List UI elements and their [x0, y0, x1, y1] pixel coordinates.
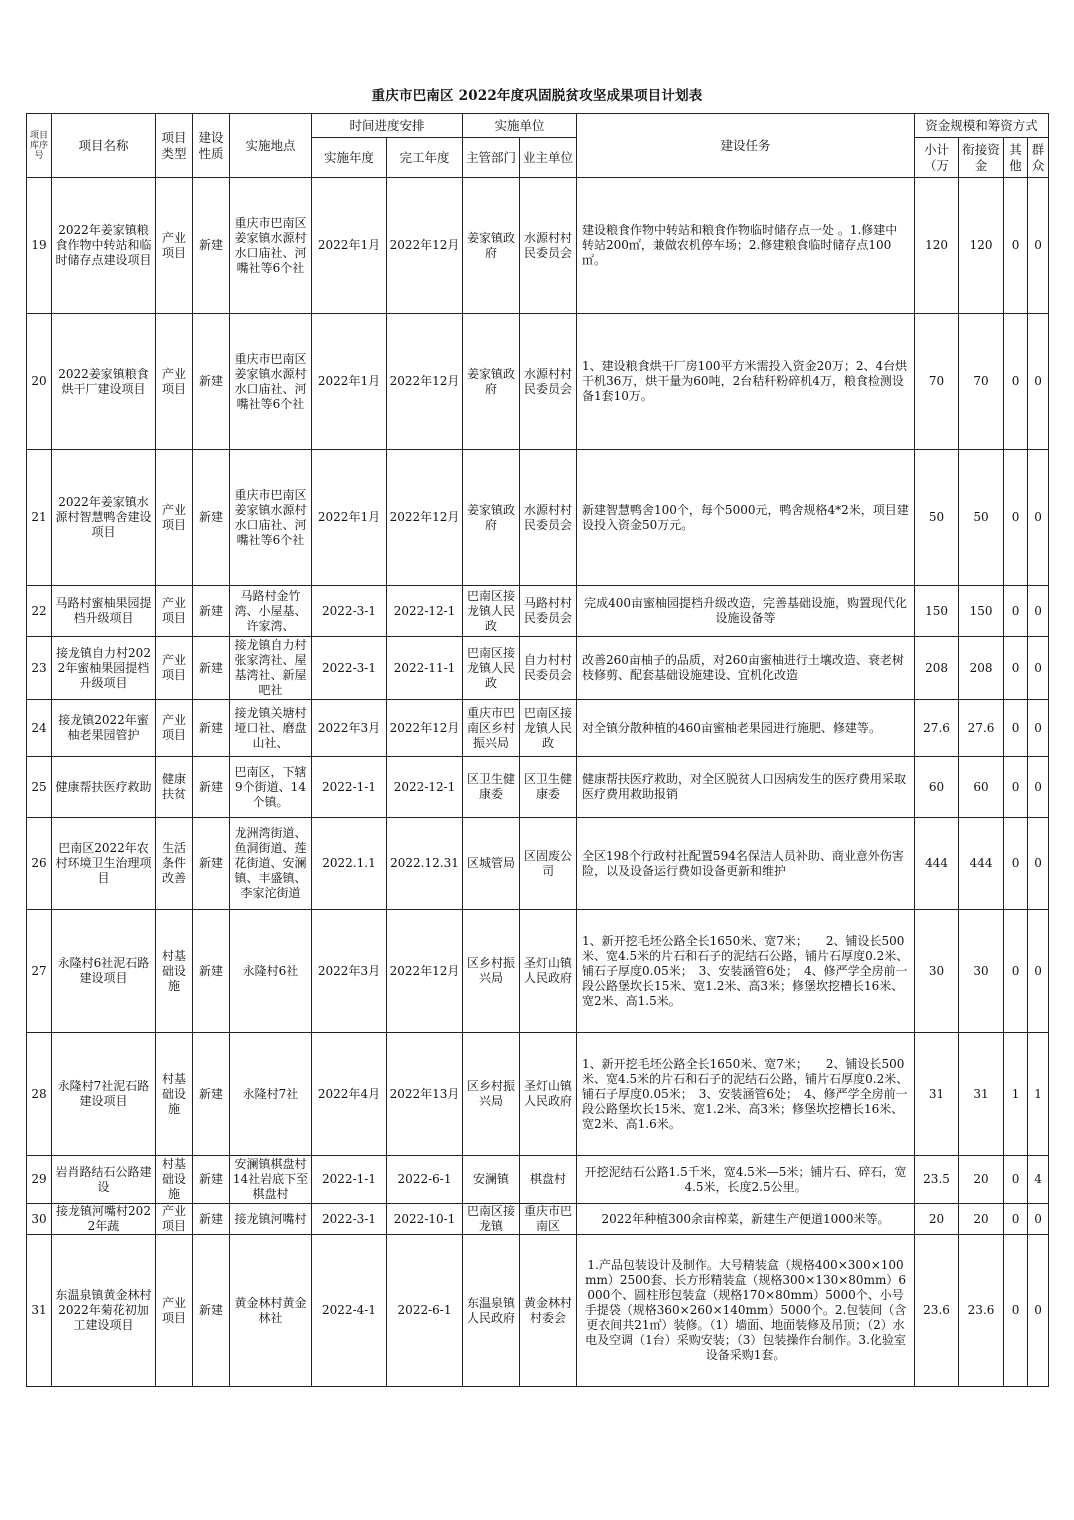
header-fund: 资金规模和筹资方式: [915, 114, 1049, 138]
cell-other: 0: [1004, 178, 1028, 314]
cell-type: 产业项目: [156, 586, 193, 637]
table-row: [27, 1156, 1049, 1204]
cell-location: 永隆村6社: [230, 910, 312, 1033]
cell-subtotal: 120: [915, 178, 959, 314]
cell-nature: 新建: [193, 637, 230, 700]
cell-owner: 区固废公司: [520, 818, 577, 910]
header-no: 项目库序号: [27, 114, 52, 178]
cell-type: 产业项目: [156, 1235, 193, 1387]
cell-end: 2022年12月: [387, 178, 463, 314]
cell-start: 2022年4月: [312, 1033, 387, 1156]
cell-other: 0: [1004, 910, 1028, 1033]
header-name: 项目名称: [52, 114, 156, 178]
cell-nature: 新建: [193, 314, 230, 450]
cell-mass: 0: [1028, 450, 1049, 586]
cell-no: 28: [27, 1033, 52, 1156]
cell-start: 2022年1月: [312, 450, 387, 586]
cell-mass: 0: [1028, 637, 1049, 700]
cell-link: 70: [959, 314, 1004, 450]
cell-name: 健康帮扶医疗救助: [52, 757, 156, 818]
cell-dept: 区乡村振兴局: [463, 1033, 520, 1156]
cell-name: 东温泉镇黄金林村2022年菊花初加工建设项目: [52, 1235, 156, 1387]
header-task: 建设任务: [577, 114, 915, 178]
cell-task: 对全镇分散种植的460亩蜜柚老果园进行施肥、修建等。: [577, 700, 915, 757]
cell-no: 30: [27, 1204, 52, 1235]
cell-name: 接龙镇2022年蜜柚老果园管护: [52, 700, 156, 757]
cell-location: 巴南区，下辖9个街道、14个镇。: [230, 757, 312, 818]
cell-owner: 区卫生健康委: [520, 757, 577, 818]
cell-owner: 圣灯山镇人民政府: [520, 910, 577, 1033]
cell-location: 重庆市巴南区姜家镇水源村水口庙社、河嘴社等6个社: [230, 178, 312, 314]
cell-link: 23.6: [959, 1235, 1004, 1387]
header-mass: 群众: [1028, 138, 1049, 178]
cell-end: 2022年12月: [387, 910, 463, 1033]
cell-link: 444: [959, 818, 1004, 910]
cell-link: 31: [959, 1033, 1004, 1156]
cell-dept: 巴南区接龙镇: [463, 1204, 520, 1235]
cell-end: 2022年12月: [387, 314, 463, 450]
cell-no: 26: [27, 818, 52, 910]
cell-subtotal: 20: [915, 1204, 959, 1235]
cell-nature: 新建: [193, 178, 230, 314]
cell-no: 29: [27, 1156, 52, 1204]
cell-subtotal: 30: [915, 910, 959, 1033]
cell-end: 2022-12-1: [387, 586, 463, 637]
cell-dept: 姜家镇政府: [463, 314, 520, 450]
project-plan-table: [26, 113, 1049, 1387]
cell-name: 永隆村6社泥石路建设项目: [52, 910, 156, 1033]
cell-type: 产业项目: [156, 700, 193, 757]
cell-type: 村基础设施: [156, 1033, 193, 1156]
cell-nature: 新建: [193, 700, 230, 757]
cell-owner: 圣灯山镇人民政府: [520, 1033, 577, 1156]
cell-mass: 0: [1028, 1204, 1049, 1235]
cell-dept: 区卫生健康委: [463, 757, 520, 818]
cell-owner: 黄金林村村委会: [520, 1235, 577, 1387]
table-row: [27, 700, 1049, 757]
cell-subtotal: 208: [915, 637, 959, 700]
cell-owner: 自力村村民委员会: [520, 637, 577, 700]
cell-dept: 东温泉镇人民政府: [463, 1235, 520, 1387]
cell-other: 0: [1004, 637, 1028, 700]
cell-name: 接龙镇自力村2022年蜜柚果园提档升级项目: [52, 637, 156, 700]
cell-link: 60: [959, 757, 1004, 818]
header-start: 实施年度: [312, 138, 387, 178]
cell-other: 0: [1004, 1204, 1028, 1235]
cell-task: 全区198个行政村社配置594名保洁人员补助、商业意外伤害险，以及设备运行费如设备更新和维护: [577, 818, 915, 910]
table-row: [27, 1033, 1049, 1156]
cell-other: 0: [1004, 586, 1028, 637]
cell-start: 2022-3-1: [312, 586, 387, 637]
cell-type: 健康扶贫: [156, 757, 193, 818]
table-body: [27, 178, 1049, 1387]
cell-mass: 0: [1028, 586, 1049, 637]
table-row: [27, 314, 1049, 450]
cell-nature: 新建: [193, 1204, 230, 1235]
cell-task: 开挖泥结石公路1.5千米，宽4.5米—5米；铺片石、碎石，宽4.5米，长度2.5公里。: [577, 1156, 915, 1204]
cell-location: 重庆市巴南区姜家镇水源村水口庙社、河嘴社等6个社: [230, 314, 312, 450]
cell-nature: 新建: [193, 910, 230, 1033]
cell-mass: 0: [1028, 314, 1049, 450]
cell-no: 19: [27, 178, 52, 314]
header-unit: 实施单位: [463, 114, 577, 138]
table-row: [27, 637, 1049, 700]
cell-nature: 新建: [193, 586, 230, 637]
table-row: [27, 1235, 1049, 1387]
cell-start: 2022年3月: [312, 910, 387, 1033]
header-type: 项目类型: [156, 114, 193, 178]
cell-mass: 4: [1028, 1156, 1049, 1204]
cell-nature: 新建: [193, 757, 230, 818]
cell-subtotal: 23.6: [915, 1235, 959, 1387]
cell-name: 2022年姜家镇水源村智慧鸭舍建设项目: [52, 450, 156, 586]
cell-type: 产业项目: [156, 450, 193, 586]
header-subtotal: 小计（万: [915, 138, 959, 178]
cell-task: 1、新开挖毛坯公路全长1650米、宽7米； 2、铺设长500米、宽4.5米的片石和石子的泥结石公路，铺片石厚度0.2米、铺石子厚度0.05米； 3、安装涵管6处； 4、修严学全房前一段公路堡坎长15米、宽1.2米、高3米；修堡坎挖槽长16米、宽2米、高1.6米。: [577, 1033, 915, 1156]
cell-subtotal: 444: [915, 818, 959, 910]
table-row: [27, 757, 1049, 818]
cell-mass: 0: [1028, 818, 1049, 910]
cell-location: 接龙镇关塘村垭口社、磨盘山社、: [230, 700, 312, 757]
header-dept: 主管部门: [463, 138, 520, 178]
cell-name: 马路村蜜柚果园提档升级项目: [52, 586, 156, 637]
cell-location: 安澜镇棋盘村14社岩底下至棋盘村: [230, 1156, 312, 1204]
header-nature: 建设性质: [193, 114, 230, 178]
cell-other: 0: [1004, 1156, 1028, 1204]
cell-start: 2022年1月: [312, 314, 387, 450]
cell-end: 2022-12-1: [387, 757, 463, 818]
cell-mass: 1: [1028, 1033, 1049, 1156]
cell-subtotal: 31: [915, 1033, 959, 1156]
cell-other: 0: [1004, 700, 1028, 757]
table-row: [27, 450, 1049, 586]
cell-start: 2022年1月: [312, 178, 387, 314]
cell-no: 23: [27, 637, 52, 700]
cell-name: 2022年姜家镇粮食作物中转站和临时储存点建设项目: [52, 178, 156, 314]
cell-no: 27: [27, 910, 52, 1033]
cell-start: 2022-4-1: [312, 1235, 387, 1387]
cell-owner: 水源村村民委员会: [520, 314, 577, 450]
cell-no: 20: [27, 314, 52, 450]
cell-location: 龙洲湾街道、鱼洞街道、莲花街道、安澜镇、丰盛镇、李家沱街道: [230, 818, 312, 910]
cell-link: 50: [959, 450, 1004, 586]
cell-other: 0: [1004, 450, 1028, 586]
cell-link: 120: [959, 178, 1004, 314]
cell-location: 黄金林村黄金林社: [230, 1235, 312, 1387]
cell-other: 0: [1004, 1235, 1028, 1387]
cell-subtotal: 50: [915, 450, 959, 586]
cell-task: 1、新开挖毛坯公路全长1650米、宽7米； 2、铺设长500米、宽4.5米的片石和石子的泥结石公路，铺片石厚度0.2米、铺石子厚度0.05米； 3、安装涵管6处； 4、修严学全房前一段公路堡坎长15米、宽1.2米、高3米；修堡坎挖槽长16米、宽2米、高1.5米。: [577, 910, 915, 1033]
cell-task: 完成400亩蜜柚园提档升级改造，完善基础设施，购置现代化设施设备等: [577, 586, 915, 637]
cell-end: 2022-6-1: [387, 1235, 463, 1387]
cell-task: 健康帮扶医疗救助，对全区脱贫人口因病发生的医疗费用采取医疗费用救助报销: [577, 757, 915, 818]
cell-mass: 0: [1028, 1235, 1049, 1387]
cell-subtotal: 70: [915, 314, 959, 450]
cell-link: 30: [959, 910, 1004, 1033]
cell-mass: 0: [1028, 700, 1049, 757]
table-row: [27, 1204, 1049, 1235]
cell-name: 岩肖路结石公路建设: [52, 1156, 156, 1204]
cell-nature: 新建: [193, 1033, 230, 1156]
cell-start: 2022-1-1: [312, 757, 387, 818]
header-schedule: 时间进度安排: [312, 114, 463, 138]
cell-task: 1.产品包装设计及制作。大号精装盒（规格400×300×100mm）2500套、长方形精装盒（规格300×130×80mm）6000个、圆柱形包装盒（规格170×80mm）5000个、小号手提袋（规格360×260×140mm）5000个。2.包装间（含更衣间共21㎡）装修。（1）墙面、地面装修及吊顶；（2）水电及空调（1台）采购安装；（3）包装操作台制作。3.化验室设备采购1套。: [577, 1235, 915, 1387]
cell-owner: 巴南区接龙镇人民政: [520, 700, 577, 757]
cell-other: 1: [1004, 1033, 1028, 1156]
header-other: 其他: [1004, 138, 1028, 178]
cell-link: 27.6: [959, 700, 1004, 757]
cell-mass: 0: [1028, 910, 1049, 1033]
cell-dept: 巴南区接龙镇人民政: [463, 637, 520, 700]
table-row: [27, 178, 1049, 314]
table-row: [27, 910, 1049, 1033]
header-location: 实施地点: [230, 114, 312, 178]
cell-owner: 马路村村民委员会: [520, 586, 577, 637]
cell-task: 改善260亩柚子的品质，对260亩蜜柚进行土壤改造、衰老树枝修剪、配套基础设施建设、宜机化改造: [577, 637, 915, 700]
cell-task: 1、建设粮食烘干厂房100平方米需投入资金20万；2、4台烘干机36万，烘干量为60吨，2台秸秆粉碎机4万，粮食检测设备1套10万。: [577, 314, 915, 450]
cell-dept: 姜家镇政府: [463, 450, 520, 586]
cell-subtotal: 23.5: [915, 1156, 959, 1204]
cell-location: 接龙镇河嘴村: [230, 1204, 312, 1235]
cell-location: 永隆村7社: [230, 1033, 312, 1156]
cell-nature: 新建: [193, 1156, 230, 1204]
cell-name: 接龙镇河嘴村2022年蔬: [52, 1204, 156, 1235]
cell-type: 产业项目: [156, 178, 193, 314]
cell-owner: 重庆市巴南区: [520, 1204, 577, 1235]
cell-task: 2022年种植300余亩榨菜，新建生产便道1000米等。: [577, 1204, 915, 1235]
cell-link: 20: [959, 1156, 1004, 1204]
cell-name: 巴南区2022年农村环境卫生治理项目: [52, 818, 156, 910]
cell-no: 21: [27, 450, 52, 586]
cell-mass: 0: [1028, 178, 1049, 314]
cell-location: 重庆市巴南区姜家镇水源村水口庙社、河嘴社等6个社: [230, 450, 312, 586]
cell-dept: 区乡村振兴局: [463, 910, 520, 1033]
table-row: [27, 586, 1049, 637]
cell-end: 2022年12月: [387, 450, 463, 586]
cell-start: 2022年3月: [312, 700, 387, 757]
cell-end: 2022.12.31: [387, 818, 463, 910]
cell-name: 2022姜家镇粮食烘干厂建设项目: [52, 314, 156, 450]
table-row: [27, 818, 1049, 910]
cell-mass: 0: [1028, 757, 1049, 818]
cell-start: 2022.1.1: [312, 818, 387, 910]
cell-location: 马路村金竹湾、小屋基、许家湾、: [230, 586, 312, 637]
cell-dept: 安澜镇: [463, 1156, 520, 1204]
cell-start: 2022-1-1: [312, 1156, 387, 1204]
header-owner: 业主单位: [520, 138, 577, 178]
cell-end: 2022年12月: [387, 700, 463, 757]
cell-link: 208: [959, 637, 1004, 700]
cell-link: 20: [959, 1204, 1004, 1235]
cell-subtotal: 27.6: [915, 700, 959, 757]
cell-dept: 姜家镇政府: [463, 178, 520, 314]
cell-task: 建设粮食作物中转站和粮食作物临时储存点一处 。1.修建中转站200㎡，兼做农机停车场；2.修建粮食临时储存点100㎡。: [577, 178, 915, 314]
cell-task: 新建智慧鸭舍100个，每个5000元，鸭舍规格4*2米，项目建设投入资金50万元。: [577, 450, 915, 586]
cell-nature: 新建: [193, 818, 230, 910]
document-title: 重庆市巴南区 2022年度巩固脱贫攻坚成果项目计划表: [371, 88, 703, 104]
cell-no: 31: [27, 1235, 52, 1387]
cell-type: 生活条件改善: [156, 818, 193, 910]
cell-nature: 新建: [193, 450, 230, 586]
cell-no: 24: [27, 700, 52, 757]
cell-dept: 区城管局: [463, 818, 520, 910]
cell-owner: 水源村村民委员会: [520, 178, 577, 314]
cell-end: 2022年13月: [387, 1033, 463, 1156]
cell-location: 接龙镇自力村张家湾社、屋基湾社、新屋吧社: [230, 637, 312, 700]
cell-other: 0: [1004, 818, 1028, 910]
header-link: 衔接资金: [959, 138, 1004, 178]
header-end: 完工年度: [387, 138, 463, 178]
cell-dept: 重庆市巴南区乡村振兴局: [463, 700, 520, 757]
cell-nature: 新建: [193, 1235, 230, 1387]
cell-type: 产业项目: [156, 1204, 193, 1235]
cell-type: 产业项目: [156, 314, 193, 450]
cell-type: 村基础设施: [156, 910, 193, 1033]
cell-start: 2022-3-1: [312, 637, 387, 700]
cell-type: 村基础设施: [156, 1156, 193, 1204]
cell-start: 2022-3-1: [312, 1204, 387, 1235]
cell-other: 0: [1004, 757, 1028, 818]
cell-dept: 巴南区接龙镇人民政: [463, 586, 520, 637]
cell-end: 2022-11-1: [387, 637, 463, 700]
cell-subtotal: 150: [915, 586, 959, 637]
cell-subtotal: 60: [915, 757, 959, 818]
cell-other: 0: [1004, 314, 1028, 450]
cell-no: 25: [27, 757, 52, 818]
cell-end: 2022-10-1: [387, 1204, 463, 1235]
cell-type: 产业项目: [156, 637, 193, 700]
cell-name: 永隆村7社泥石路建设项目: [52, 1033, 156, 1156]
cell-link: 150: [959, 586, 1004, 637]
cell-owner: 水源村村民委员会: [520, 450, 577, 586]
cell-owner: 棋盘村: [520, 1156, 577, 1204]
cell-end: 2022-6-1: [387, 1156, 463, 1204]
cell-no: 22: [27, 586, 52, 637]
